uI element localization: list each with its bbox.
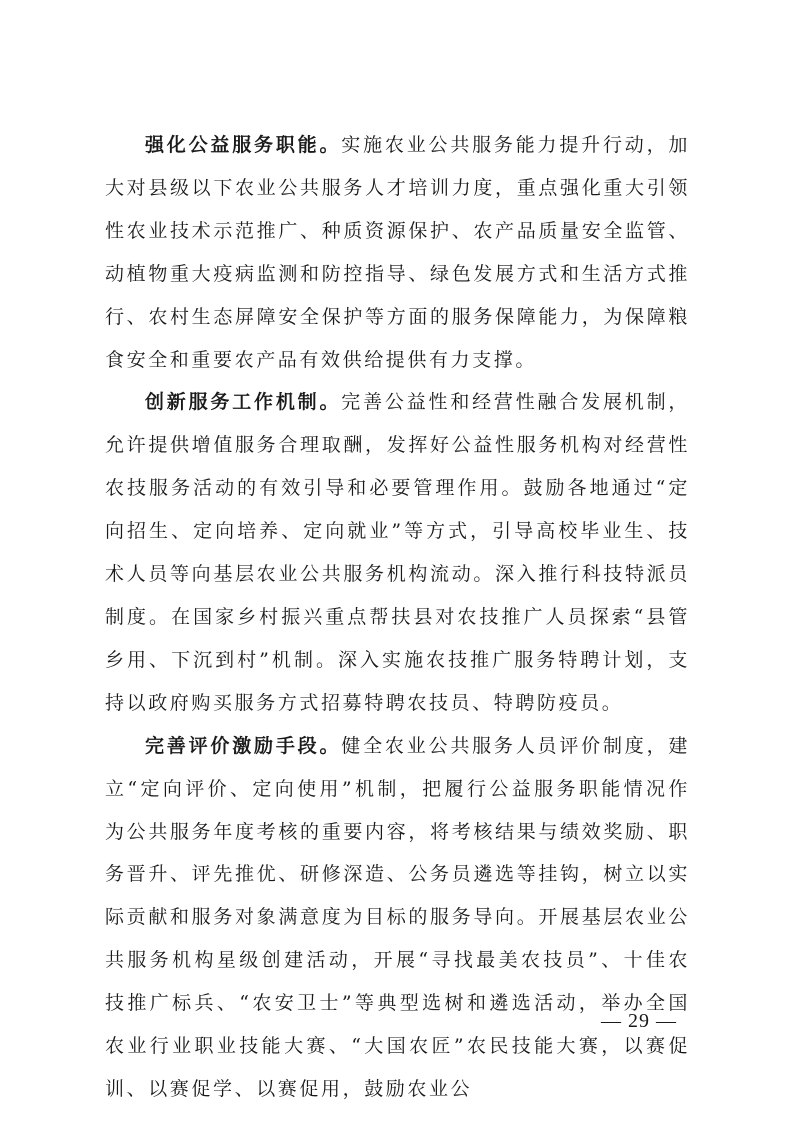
paragraph-public-service-functions <box>105 124 690 381</box>
paragraph-text: 健全农业公共服务人员评价制度，建立“定向评价、定向使用”机制，把履行公益服务职能情况作为公共服务年度考核的重要内容，将考核结果与绩效奖励、职务晋升、评先推优、研修深造、公务员遴选等挂钩，树立以实际贡献和服务对象满意度为目标的服务导向。开展基层农业公共服务机构星级创建活动，开展“寻找最美农技员”、十佳农技推广标兵、“农安卫士”等典型选树和遴选活动，举办全国农业行业职业技能大赛、“大国农匠”农民技能大赛，以赛促训、以赛促学、以赛促用，鼓励农业公 <box>105 734 690 1100</box>
page-number: — 29 — <box>601 1010 677 1032</box>
paragraph-text: 完善公益性和经营性融合发展机制，允许提供增值服务合理取酬，发挥好公益性服务机构对经营性农技服务活动的有效引导和必要管理作用。鼓励各地通过“定向招生、定向培养、定向就业”等方式，引导高校毕业生、技术人员等向基层农业公共服务机构流动。深入推行科技特派员制度。在国家乡村振兴重点帮扶县对农技推广人员探索“县管乡用、下沉到村”机制。深入实施农技推广服务特聘计划，支持以政府购买服务方式招募特聘农技员、特聘防疫员。 <box>105 391 690 714</box>
paragraph-heading: 创新服务工作机制。 <box>145 391 342 414</box>
paragraph-service-mechanism <box>105 381 690 724</box>
paragraph-heading: 完善评价激励手段。 <box>145 734 342 757</box>
paragraph-heading: 强化公益服务职能。 <box>145 134 342 156</box>
document-body <box>105 124 690 1111</box>
paragraph-text: 实施农业公共服务能力提升行动，加大对县级以下农业公共服务人才培训力度，重点强化重大引领性农业技术示范推广、种质资源保护、农产品质量安全监管、动植物重大疫病监测和防控指导、绿色发展方式和生活方式推行、农村生态屏障安全保护等方面的服务保障能力，为保障粮食安全和重要农产品有效供给提供有力支撑。 <box>105 134 690 371</box>
paragraph-evaluation-incentives <box>105 725 690 1111</box>
